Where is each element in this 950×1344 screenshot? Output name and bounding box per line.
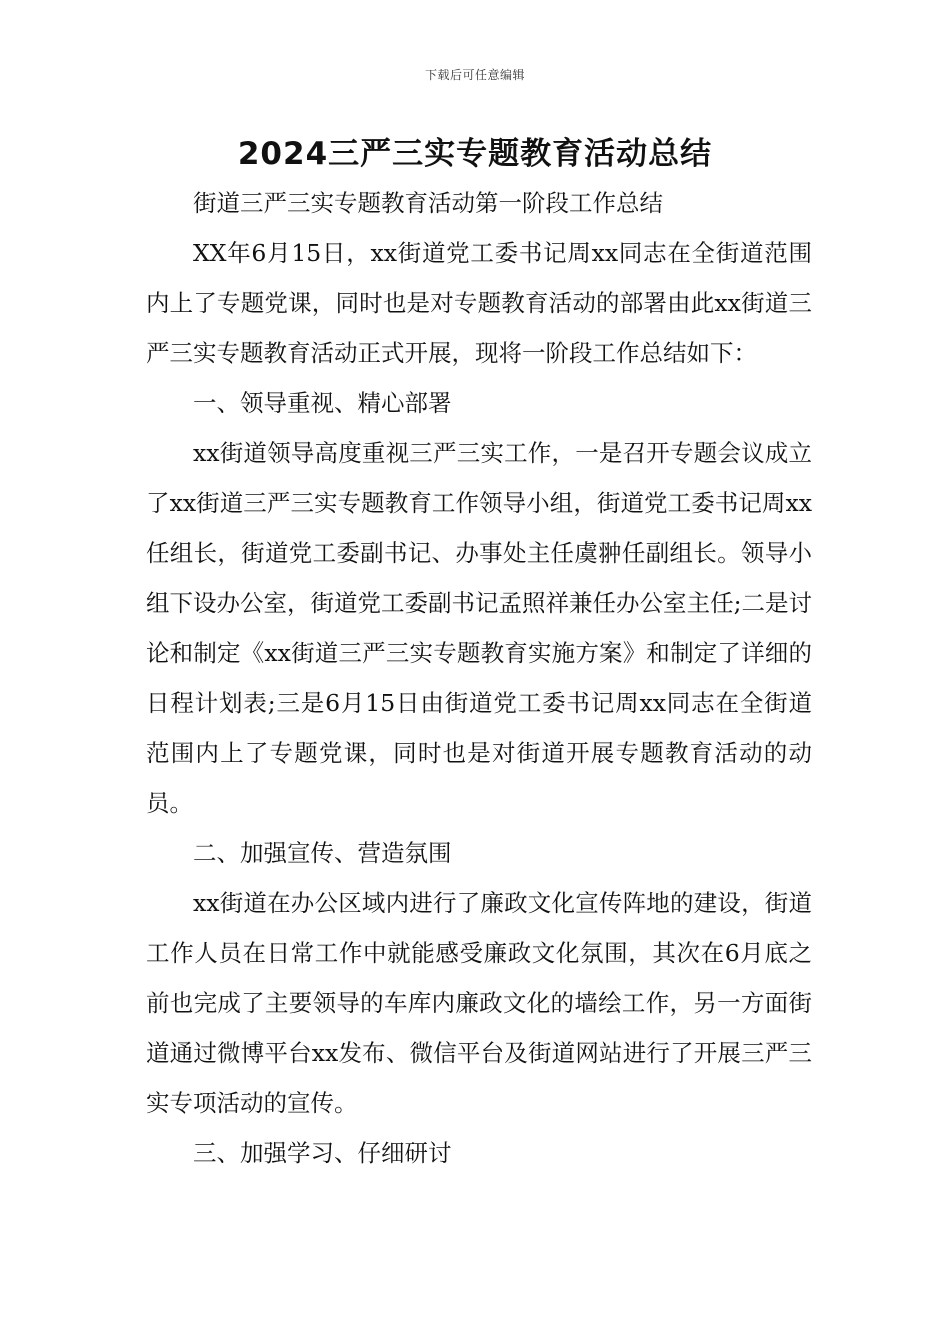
subtitle-paragraph: 街道三严三实专题教育活动第一阶段工作总结	[193, 189, 663, 217]
section-heading-3: 三、加强学习、仔细研讨	[193, 1139, 452, 1167]
header-note: 下载后可任意编辑	[424, 68, 525, 82]
section-paragraph-2: xx街道在办公区域内进行了廉政文化宣传阵地的建设，街道工作人员在日常工作中就能感受廉政文化氛围，其次在6月底之前也完成了主要领导的车库内廉政文化的墙绘工作，另一方面街道通过微博平台xx发布、微信平台及街道网站进行了开展三严三实专项活动的宣传。	[146, 889, 812, 1117]
document-body	[146, 178, 812, 1178]
section-heading-2: 二、加强宣传、营造氛围	[193, 839, 452, 867]
document-title: 2024三严三实专题教育活动总结	[237, 136, 713, 172]
section-heading-1: 一、领导重视、精心部署	[193, 389, 452, 417]
section-paragraph-1: xx街道领导高度重视三严三实工作，一是召开专题会议成立了xx街道三严三实专题教育工作领导小组，街道党工委书记周xx任组长，街道党工委副书记、办事处主任虞翀任副组长。领导小组下设办公室，街道党工委副书记孟照祥兼任办公室主任;二是讨论和制定《xx街道三严三实专题教育实施方案》和制定了详细的日程计划表;三是6月15日由街道党工委书记周xx同志在全街道范围内上了专题党课，同时也是对街道开展专题教育活动的动员。	[146, 439, 812, 817]
intro-paragraph: XX年6月15日，xx街道党工委书记周xx同志在全街道范围内上了专题党课，同时也是对专题教育活动的部署由此xx街道三严三实专题教育活动正式开展，现将一阶段工作总结如下：	[146, 239, 812, 367]
